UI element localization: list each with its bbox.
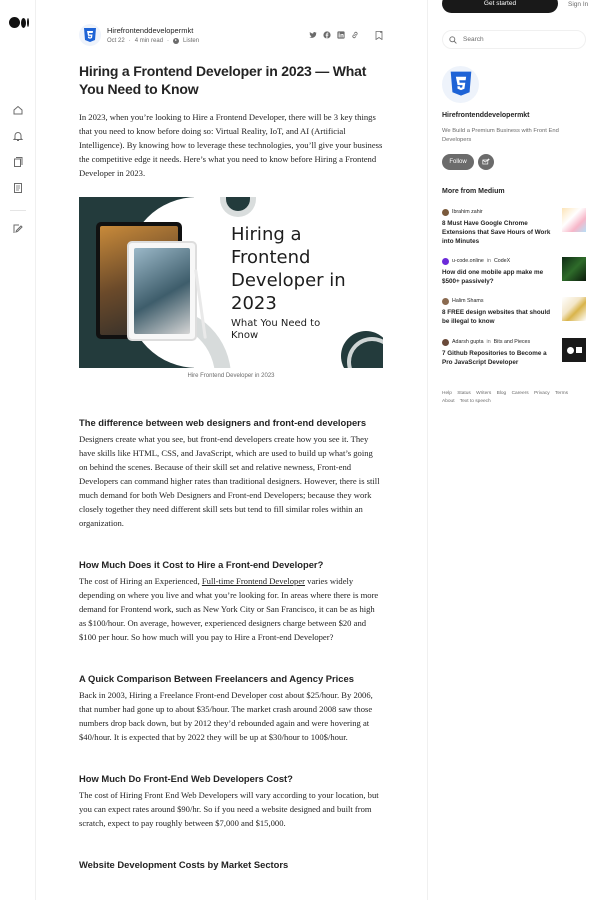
section-body xyxy=(79,574,383,644)
recommended-story[interactable] xyxy=(442,338,600,374)
twitter-icon[interactable] xyxy=(309,31,317,39)
story-title[interactable]: 7 Github Repositories to Become a Pro JavaScript Developer xyxy=(442,350,547,366)
article xyxy=(79,22,383,871)
story-title[interactable]: 8 FREE design websites that should be illegal to know xyxy=(442,309,551,325)
recommended-story[interactable] xyxy=(442,297,600,333)
section-heading: Website Development Costs by Market Sectors xyxy=(79,859,289,870)
search-icon xyxy=(449,36,457,44)
linkedin-icon[interactable] xyxy=(337,31,345,39)
author-row xyxy=(79,22,383,48)
sign-in-link[interactable]: Sign In xyxy=(568,1,589,8)
meta-separator: · xyxy=(167,37,170,44)
hero-text xyxy=(231,223,346,342)
article-intro: In 2023, when you’re looking to Hire a Frontend Developer, there will be 3 key things that you need to know before doing so: Virtual Reality, IoT, and AI (Artificial Intelligence). By knowing how to leverage these technologies, you’ll give your business the competitive edge it needs. Here’s what you need to know before Hiring a Frontend Developer in 2023. xyxy=(79,112,383,178)
hero-subline: What You Need to xyxy=(231,318,321,329)
profile-description: We Build a Premium Business with Front End Developers xyxy=(442,128,559,143)
js-icon xyxy=(576,347,582,353)
publish-date: Oct 22 xyxy=(107,37,125,44)
subscribe-button[interactable] xyxy=(478,154,494,170)
article-title: Hiring a Frontend Developer in 2023 — What You Need to Know xyxy=(79,63,367,97)
author-name[interactable]: Adarsh gupta xyxy=(452,339,484,345)
html5-icon xyxy=(83,28,97,43)
section-heading: The difference between web designers and front-end developers xyxy=(79,417,367,428)
author-name[interactable]: u-code.online xyxy=(452,258,484,264)
section-body: Back in 2003, Hiring a Freelance Front-end Developer cost about $25/hour. By 2006, that number had gone up to about $35/hour. The market crash around 2008 saw those numbers drop back down, but by 2012 they’d rebounded again and were hovering at $40/hour. It is expected that by 2022 they will be up at $30/hour to 100$/hour. xyxy=(79,690,373,742)
recommended-story[interactable] xyxy=(442,208,600,244)
author-meta xyxy=(107,25,309,46)
publication-name[interactable]: CodeX xyxy=(493,258,511,264)
author-avatar xyxy=(442,209,449,216)
medium-logo[interactable] xyxy=(9,17,29,28)
section xyxy=(79,858,383,871)
hero-line: Hiring a xyxy=(231,224,302,245)
search-input[interactable]: Search xyxy=(463,36,484,43)
author-avatar xyxy=(442,258,449,265)
more-from-medium-title: More from Medium xyxy=(442,188,505,195)
story-title[interactable]: 8 Must Have Google Chrome Extensions that Save Hours of Work into Minutes xyxy=(442,220,551,245)
section-heading: How Much Do Front-End Web Developers Cost? xyxy=(79,773,293,784)
section-heading: A Quick Comparison Between Freelancers and Agency Prices xyxy=(79,673,354,684)
section xyxy=(79,672,383,744)
bookmark-icon[interactable] xyxy=(375,31,383,40)
footer-link[interactable]: Blog xyxy=(496,391,507,396)
github-icon xyxy=(567,347,574,354)
rail-divider xyxy=(10,210,26,211)
inline-link[interactable]: Full-time Frontend Developer xyxy=(201,576,306,586)
search-bar[interactable] xyxy=(442,30,586,49)
section xyxy=(79,558,383,644)
stories-icon[interactable] xyxy=(12,182,24,194)
section xyxy=(79,416,383,530)
play-icon[interactable] xyxy=(173,38,179,44)
author-name[interactable]: Ibrahim zahir xyxy=(452,209,483,215)
footer-link[interactable]: Writers xyxy=(476,391,492,396)
section-body: The cost of Hiring Front End Web Developers will vary according to your location, but you can expect rates around $90/hr. So if you need a website designed and built from scratch, expect to pay roughly between $7,000 and $15,000. xyxy=(79,790,379,828)
in-label: in xyxy=(486,258,491,264)
meta-separator: · xyxy=(128,37,131,44)
profile-avatar[interactable] xyxy=(442,66,479,103)
facebook-icon[interactable] xyxy=(323,31,331,39)
lists-icon[interactable] xyxy=(12,156,24,168)
home-icon[interactable] xyxy=(12,104,24,116)
section xyxy=(79,772,383,830)
mail-plus-icon xyxy=(482,158,490,166)
follow-button[interactable]: Follow xyxy=(442,154,474,170)
footer-link[interactable]: Terms xyxy=(554,391,569,396)
read-time: 4 min read xyxy=(134,37,164,44)
html5-icon xyxy=(449,71,473,98)
listen-button[interactable]: Listen xyxy=(183,37,200,44)
footer-links xyxy=(442,390,582,406)
story-thumbnail[interactable] xyxy=(562,297,586,321)
body-text: varies widely depending on where you live and what you’re looking for. In areas where there is more demand for Frontend work, such as New York City or San Francisco, it can be as high as $100/hour. On average, however, experienced designers charge between $20 and $100 per hour. So how much will you pay to Hire a Front-end Developer? xyxy=(79,576,379,642)
hero-line: Developer in xyxy=(231,270,346,291)
footer-link[interactable]: Careers xyxy=(511,391,529,396)
get-started-button[interactable]: Get started xyxy=(442,0,558,13)
author-avatar xyxy=(442,339,449,346)
section-heading: How Much Does it Cost to Hire a Front-end Developer? xyxy=(79,559,324,570)
left-rail xyxy=(0,0,36,900)
footer-link[interactable]: Privacy xyxy=(533,391,550,396)
footer-link[interactable]: Text to speech xyxy=(459,399,491,404)
image-caption: Hire Frontend Developer in 2023 xyxy=(187,373,275,379)
hero-line: Frontend xyxy=(231,247,311,268)
section-body: Designers create what you see, but front-end developers create how you see it. They have skills like HTML, CSS, and JavaScript, which are used to build up what’s going on behind the scenes. Because of their skill set and relative newness, Front-end Developers can command higher rates than traditional designers. However, there is still much demand for both Web Designers and Front-end Developers; because they work closely together they need different skill sets but tend to fill similar roles within an organization. xyxy=(79,434,380,528)
share-icons xyxy=(309,31,359,39)
link-icon[interactable] xyxy=(351,31,359,39)
hero-line: 2023 xyxy=(231,293,277,314)
story-thumbnail[interactable] xyxy=(562,338,586,362)
hero-image xyxy=(79,197,383,368)
recommended-story[interactable] xyxy=(442,257,600,293)
footer-link[interactable]: Help xyxy=(442,391,452,396)
author-avatar xyxy=(442,298,449,305)
story-thumbnail[interactable] xyxy=(562,208,586,232)
footer-link[interactable]: Status xyxy=(457,391,471,396)
footer-link[interactable]: About xyxy=(442,399,455,404)
author-name[interactable]: Halim Shams xyxy=(452,298,484,304)
article-meta xyxy=(107,36,309,46)
publication-name[interactable]: Bits and Pieces xyxy=(493,339,531,345)
hero-subline: Know xyxy=(231,330,259,341)
author-avatar[interactable] xyxy=(79,24,101,46)
right-sidebar xyxy=(427,0,600,900)
story-thumbnail[interactable] xyxy=(562,257,586,281)
tablet-white-illustration xyxy=(127,241,197,341)
author-name[interactable]: Hirefrontenddevelopermkt xyxy=(107,25,194,35)
in-label: in xyxy=(486,339,491,345)
profile-name[interactable]: Hirefrontenddevelopermkt xyxy=(442,112,530,119)
story-title[interactable]: How did one mobile app make me $500+ passively? xyxy=(442,269,544,285)
bell-icon[interactable] xyxy=(12,130,24,142)
body-text: The cost of Hiring an Experienced, xyxy=(79,576,202,586)
write-icon[interactable] xyxy=(12,223,24,235)
